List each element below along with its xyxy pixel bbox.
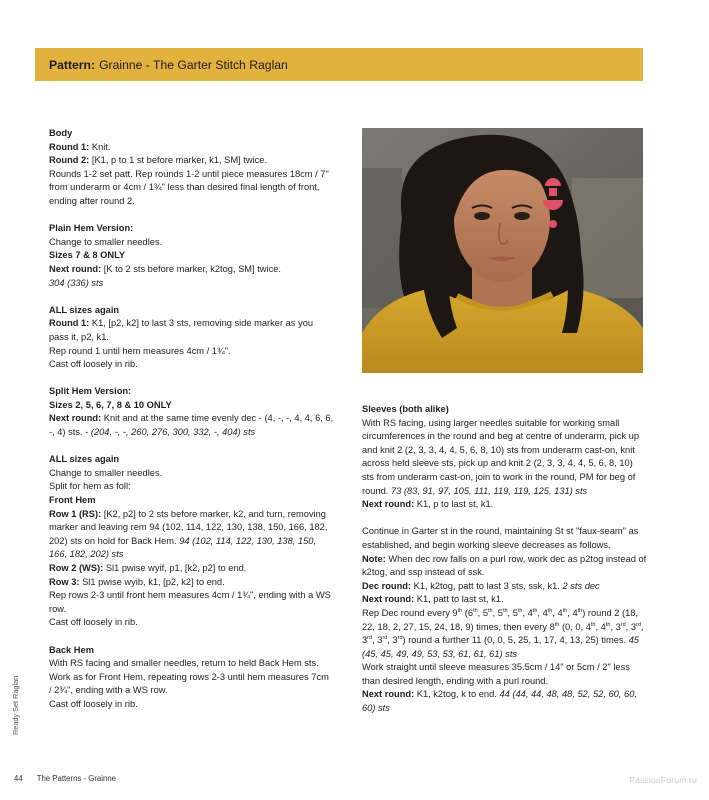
text-run: rd — [382, 635, 388, 642]
model-photo — [362, 128, 643, 373]
pattern-line — [49, 467, 334, 481]
pattern-line — [49, 412, 334, 439]
text-run: Rep rows 2-3 until front hem measures 4cm / 1¾", ending with a WS row. — [49, 590, 331, 614]
text-run: Row 3: — [49, 576, 83, 587]
watermark: PassionForum.ru — [629, 775, 697, 785]
text-run: th — [562, 607, 568, 614]
pattern-line — [49, 494, 334, 508]
text-run: Row 2 (WS): — [49, 563, 106, 573]
text-run: Rounds 1-2 set patt. Rep rounds 1-2 until piece measures 18cm / 7" from underarm or 4cm / 1¾" less than desired final length of front, ending after round 2. — [49, 168, 329, 206]
text-run: 304 (336) sts — [49, 277, 104, 288]
pattern-line — [49, 399, 334, 413]
text-run: ALL sizes again — [49, 454, 120, 465]
text-run: When dec row falls on a purl row, work dec as p2tog instead of k2tog, and ssp instead of ssk. — [362, 553, 647, 578]
pattern-line — [49, 480, 334, 494]
text-run: Change to smaller needles. — [49, 236, 163, 247]
text-run: Next round: — [49, 413, 104, 424]
left-text-column — [49, 127, 334, 712]
text-run: K1, p to last st, k1. — [416, 499, 494, 510]
pattern-line — [49, 644, 334, 658]
text-run: th — [605, 621, 611, 628]
book-title-side-label: Ready Set Raglan — [11, 675, 20, 735]
pattern-line — [49, 317, 334, 344]
paragraph-gap — [49, 290, 334, 304]
text-run: , 4 — [567, 607, 578, 618]
pattern-line — [362, 593, 647, 607]
text-run: , 3 — [372, 635, 383, 646]
text-run: [K2, p2] to 2 sts before marker, k2, and turn, removing marker and leaving rem 94 (102, 114, 122, 130, 138, 150, 166, 182, 202) sts on hold for Back Hem. — [49, 508, 328, 546]
pattern-line — [49, 168, 334, 209]
text-run: [K to 2 sts before marker, k2tog, SM] twice. — [103, 263, 281, 274]
paragraph-gap — [49, 440, 334, 454]
pattern-line — [49, 698, 334, 712]
text-run: , 5 — [477, 607, 488, 618]
text-run: 94 (102, 114, 122, 130, 138, 150, 166, 182, 202) sts — [49, 535, 317, 560]
text-run: th — [473, 607, 478, 614]
pattern-line — [49, 249, 334, 263]
text-run: , 3 — [387, 635, 398, 646]
text-run: Work straight until sleeve measures 35.5cm / 14" or 5cm / 2" less than desired length, ending with a purl round. — [362, 662, 630, 686]
text-run: Cast off loosely in rib. — [49, 617, 138, 628]
text-run: With RS facing, using larger needles suitable for working small circumferences in the round and beg at centre of underarm, pick up and knit 2 (2, 3, 3, 4, 4, 5, 6, 8, 10) sts from underarm cast-on, knit across held sleeve sts, pick up and knit 2 (2, 3, 3, 4, 4, 5, 6, 8, 10) sts from underarm cast-on, join to work in the round, PM for beg of round. — [362, 417, 639, 496]
pattern-line — [49, 277, 334, 291]
pattern-line — [49, 562, 334, 576]
text-run: Sl1 pwise wyib, k1, [p2, k2] to end. — [82, 576, 225, 587]
pattern-line — [49, 154, 334, 168]
pattern-line — [362, 525, 647, 552]
pattern-line — [49, 222, 334, 236]
text-run: th — [590, 621, 596, 628]
text-run: , 4 — [522, 607, 533, 618]
text-run: Next round: — [362, 499, 417, 510]
page-number: 44 — [14, 774, 23, 783]
text-run: Cast off loosely in rib. — [49, 698, 138, 709]
text-run: [K1, p to 1 st before marker, k1, SM] twice. — [91, 155, 268, 166]
pattern-line — [362, 607, 647, 661]
pattern-line — [49, 385, 334, 399]
pattern-line — [362, 553, 647, 580]
text-run: Cast off loosely in rib. — [49, 359, 138, 370]
text-run: Row 1 (RS): — [49, 508, 104, 519]
text-run: Knit. — [91, 141, 111, 152]
text-run: 73 (83, 91, 97, 105, 111, 119, 119, 125, 131) sts — [390, 485, 588, 496]
text-run: , 4 — [595, 621, 606, 632]
pattern-line — [49, 236, 334, 250]
text-run: rd — [636, 621, 641, 628]
text-run: Round 1: — [49, 318, 92, 329]
paragraph-gap — [49, 209, 334, 223]
text-run: th — [547, 607, 553, 614]
pattern-line — [49, 589, 334, 616]
text-run: ) round 2 (18, 22, 18, 2, 27, 15, 24, 18, 9) times, then every 8 — [362, 607, 639, 632]
text-run: Change to smaller needles. — [49, 467, 163, 478]
text-run: K1, k2tog, k to end. — [416, 689, 500, 700]
text-run: K1, patt to last st, k1. — [416, 594, 504, 605]
text-run: Next round: — [49, 263, 104, 274]
text-run: Front Hem — [49, 495, 96, 506]
text-run: Split for hem as foll: — [49, 481, 131, 492]
page-footer — [14, 774, 116, 783]
pattern-line — [49, 141, 334, 155]
paragraph-gap — [49, 372, 334, 386]
text-run: th — [502, 607, 508, 614]
pattern-line — [49, 657, 334, 698]
text-run: rd — [397, 635, 403, 642]
text-run: th — [517, 607, 523, 614]
text-run: th — [532, 607, 538, 614]
text-run: , 3 — [625, 621, 637, 632]
text-run: th — [554, 621, 560, 628]
paragraph-gap — [362, 512, 647, 526]
text-run: , 3 — [362, 621, 644, 646]
text-run: Round 1: — [49, 141, 92, 152]
footer-section: The Patterns - Grainne — [36, 774, 116, 783]
pattern-line — [49, 358, 334, 372]
text-run: 2 sts dec — [562, 580, 600, 591]
pattern-line — [49, 453, 334, 467]
pattern-line — [362, 580, 647, 594]
text-run: Knit and at the same time evenly dec - (4, -, -, 4, 4, 6, 6, -, 4) sts. - — [49, 413, 334, 438]
text-run: Sleeves (both alike) — [362, 404, 449, 414]
pattern-line — [362, 498, 647, 512]
text-run: rd — [367, 635, 373, 642]
text-run: , 4 — [537, 607, 548, 618]
text-run: (6 — [462, 607, 474, 618]
right-text-column — [362, 403, 647, 716]
text-run: Split Hem Version: — [49, 386, 132, 397]
pattern-line — [362, 661, 647, 688]
text-run: Rep Dec round every 9 — [362, 607, 458, 618]
text-run: Sl1 pwise wyif, p1, [k2, p2] to end. — [105, 563, 247, 573]
text-run: 45 (45, 45, 49, 49, 53, 53, 61, 61, 61) sts — [362, 635, 640, 659]
pattern-line — [362, 403, 647, 417]
text-run: ) round a further 11 (0, 0, 5, 25, 1, 17, 4, 13, 25) times. — [402, 635, 629, 646]
text-run: , 3 — [610, 621, 621, 632]
model-photo-illustration — [362, 128, 643, 373]
pattern-line — [49, 616, 334, 630]
text-run: Sizes 2, 5, 6, 7, 8 & 10 ONLY — [49, 399, 172, 410]
text-run: Rep round 1 until hem measures 4cm / 1¾". — [49, 345, 231, 356]
pattern-line — [362, 417, 647, 499]
pattern-title: Grainne - The Garter Stitch Raglan — [99, 57, 288, 72]
text-run: Body — [49, 128, 73, 138]
pattern-label: Pattern: — [49, 57, 96, 72]
text-run: , 4 — [552, 607, 563, 618]
text-run: ALL sizes again — [49, 304, 120, 315]
pattern-line — [49, 263, 334, 277]
text-run: With RS facing and smaller needles, return to held Back Hem sts. Work as for Front Hem, repeating rows 2-3 until hem measures 7cm / 2¾", ending with a WS row. — [49, 658, 329, 696]
text-run: Continue in Garter st in the round, maintaining St st "faux-seam" as established, and begin working sleeve decreases as follows. — [362, 526, 639, 550]
text-run: Round 2: — [49, 155, 92, 166]
text-run: Back Hem — [49, 644, 94, 655]
text-run: th — [577, 607, 583, 614]
pattern-title-banner — [35, 48, 643, 81]
text-run: K1, [p2, k2] to last 3 sts, removing side marker as you pass it, p2, k1. — [49, 318, 314, 342]
text-run: rd — [620, 621, 626, 628]
text-run: th — [488, 607, 493, 614]
pattern-line — [49, 127, 334, 141]
pattern-line — [49, 508, 334, 562]
text-run: , 5 — [507, 607, 518, 618]
text-run: Dec round: — [362, 580, 414, 591]
text-run: Next round: — [362, 594, 417, 605]
text-run: Sizes 7 & 8 ONLY — [49, 250, 126, 261]
text-run: (0, 0, 4 — [559, 621, 591, 632]
text-run: Plain Hem Version: — [49, 223, 134, 234]
pattern-line — [362, 688, 647, 715]
pattern-line — [49, 345, 334, 359]
pattern-line — [49, 576, 334, 590]
paragraph-gap — [49, 630, 334, 644]
text-run: K1, k2tog, patt to last 3 sts, ssk, k1. — [413, 580, 563, 591]
pattern-line — [49, 304, 334, 318]
text-run: Next round: — [362, 689, 417, 700]
text-run: (204, -, -, 260, 276, 300, 332, -, 404) sts — [90, 427, 256, 438]
text-run: th — [457, 607, 463, 614]
text-run: 44 (44, 44, 48, 48, 52, 52, 60, 60, 60) sts — [362, 689, 637, 714]
text-run: , 5 — [492, 607, 503, 618]
text-run: Note: — [362, 553, 389, 564]
